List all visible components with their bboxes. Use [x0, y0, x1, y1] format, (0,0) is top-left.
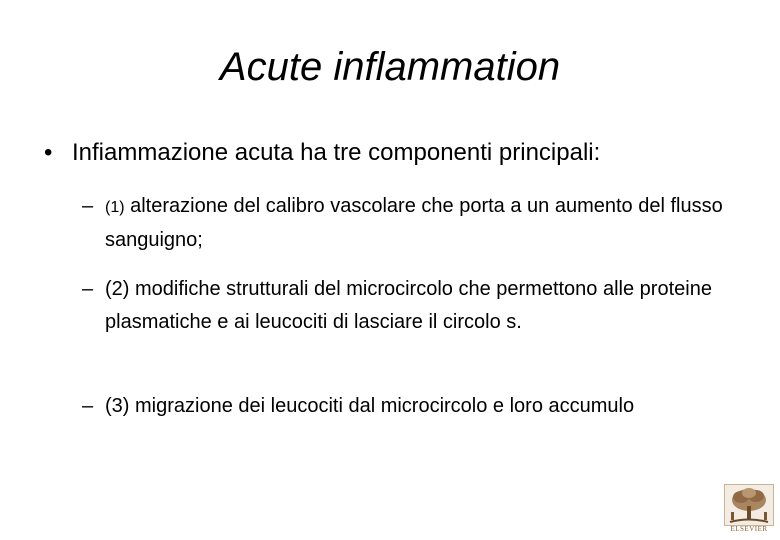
main-bullet — [44, 138, 600, 168]
elsevier-logo-text: ELSEVIER — [730, 525, 768, 533]
sub-item-text — [105, 190, 742, 257]
sub-item-dash: – — [82, 195, 94, 217]
elsevier-tree-icon — [724, 484, 774, 526]
bullet-symbol: • — [44, 139, 53, 166]
sub-item-body: modifiche strutturali del microcircolo che permettono alle proteine plasmatiche e ai leucociti di lasciare il circolo s. — [105, 278, 712, 333]
sub-item-dash: – — [82, 278, 94, 300]
sub-item-2 — [82, 273, 742, 339]
sub-item-1 — [82, 190, 742, 257]
sub-item-number: (3) — [105, 395, 130, 417]
elsevier-logo — [724, 484, 774, 536]
slide-title: Acute inflammation — [219, 45, 561, 89]
sub-item-text — [105, 273, 742, 339]
sub-item-body: alterazione del calibro vascolare che porta a un aumento del flusso sanguigno; — [105, 195, 723, 251]
sub-item-number: (2) — [105, 278, 130, 300]
sub-item-number: (1) — [105, 199, 125, 216]
sub-item-body: migrazione dei leucociti dal microcircolo e loro accumulo — [129, 395, 635, 417]
sub-item-text — [105, 390, 742, 423]
sub-item-dash: – — [82, 395, 94, 417]
sub-item-3 — [82, 390, 742, 423]
bullet-text: Infiammazione acuta ha tre componenti principali: — [72, 139, 601, 166]
